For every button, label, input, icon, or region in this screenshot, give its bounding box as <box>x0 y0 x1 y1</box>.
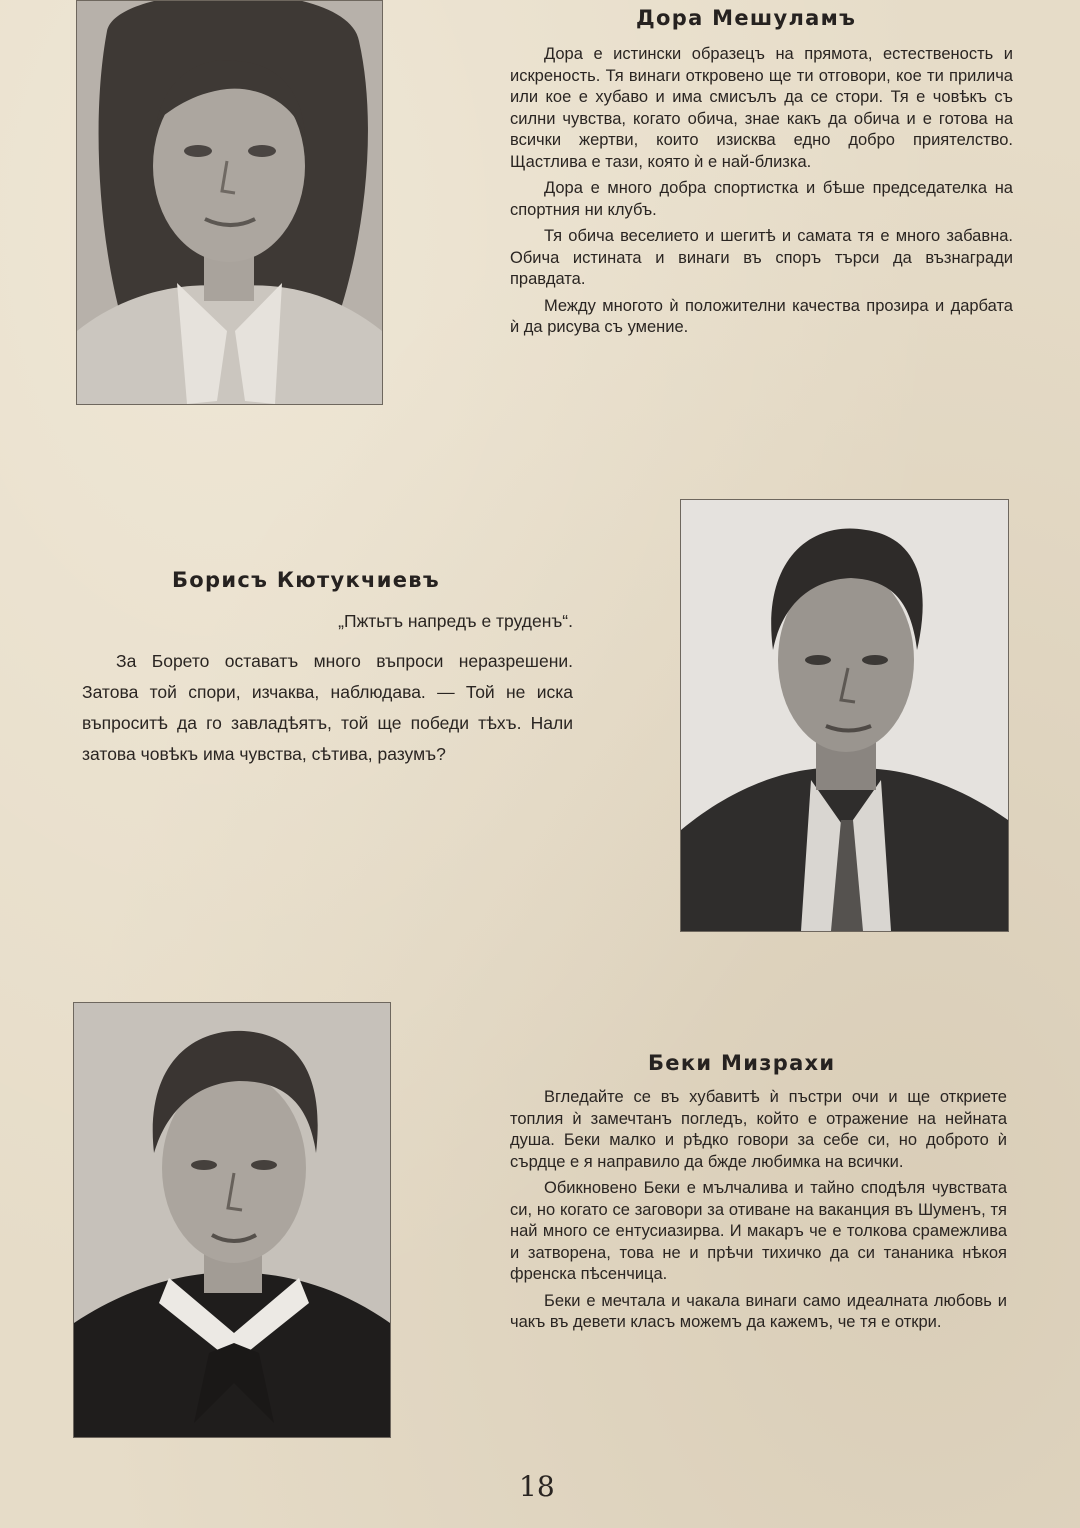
boris-bio-paragraph: За Борето оставатъ много въпроси неразрешени. Затова той спори, изчаква, наблюдава. — Той не иска въпроситѣ да го завладѣятъ, той ще победи тѣхъ. Нали затова човѣкъ има чувства, сѣтива, разумъ? <box>82 651 573 764</box>
beki-bio-paragraph: Беки е мечтала и чакала винаги само идеалната любовь и чакъ въ девети класъ можемъ да кажемъ, че тя е откри. <box>510 1291 1007 1331</box>
dora-name-heading: Дора Мешуламъ <box>636 6 857 30</box>
boris-bio <box>82 608 573 775</box>
dora-portrait-image <box>77 1 382 404</box>
beki-portrait-photo <box>73 1002 391 1438</box>
page-number: 18 <box>519 1470 555 1503</box>
boris-name-heading: Борисъ Кютукчиевъ <box>172 568 440 592</box>
beki-name-heading: Беки Мизрахи <box>648 1051 836 1075</box>
dora-bio-paragraph: Между многото ѝ положителни качества прозира и дарбата ѝ да рисува съ умение. <box>510 296 1013 336</box>
dora-bio-paragraph: Дора е много добра спортистка и бѣше председателка на спортния ни клубъ. <box>510 179 1013 219</box>
dora-portrait-photo <box>76 0 383 405</box>
beki-portrait-image <box>74 1003 390 1437</box>
dora-bio-paragraph: Дора е истински образецъ на прямота, естественость и искреность. Тя винаги откровено ще ти отговори, кое ти прилича или кое е хубаво и има смисълъ да се стори. Тя е човѣкъ съ силни чувства, когато обича, знае какъ да обича и е готова на всички жертви, които изисква едно добро приятелство. Щастлива е тази, която ѝ е най-близка. <box>510 45 1013 171</box>
beki-bio-paragraph: Обикновено Беки е мълчалива и тайно сподѣля чувствата си, но когато се заговори за отиване на ваканция въ Шуменъ, тя най много се ентусиазирва. И макаръ че е толкова срамежлива и затворена, това не и прѣчи тихичко да си тананика нѣкоя френска пѣсенчица. <box>510 1179 1007 1283</box>
beki-bio <box>510 1087 1007 1339</box>
dora-bio-paragraph: Тя обича веселието и шегитѣ и самата тя е много забавна. Обича истината и винаги въ споръ търси да възнагради правдата. <box>510 227 1013 288</box>
beki-bio-paragraph: Вгледайте се въ хубавитѣ ѝ пъстри очи и ще откриете топлия ѝ замечтанъ погледъ, който е отражение на нейната душа. Беки малко и рѣдко говори за себе си, но доброто ѝ сърдце е я направило да бжде любимка на всички. <box>510 1088 1007 1171</box>
boris-portrait-photo <box>680 499 1009 932</box>
boris-portrait-image <box>681 500 1008 931</box>
dora-bio <box>510 44 1013 344</box>
boris-motto: „Пжтьтъ напредъ е труденъ“. <box>338 611 573 631</box>
